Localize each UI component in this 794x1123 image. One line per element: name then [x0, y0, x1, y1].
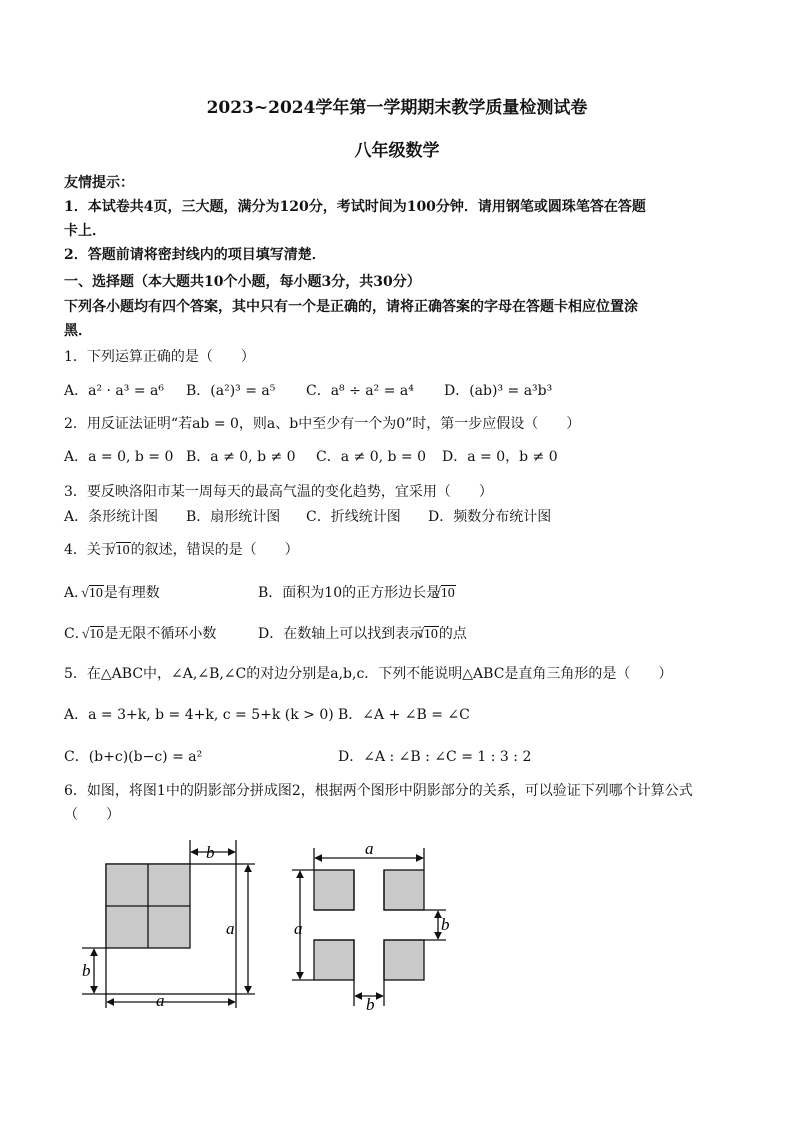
figure-2 [292, 848, 446, 1006]
q3-option-b: B．扇形统计图 [186, 509, 281, 525]
q1-stem: 1．下列运算正确的是（ ） [64, 349, 255, 365]
fig2-shaded-square-tl [314, 870, 354, 910]
q4-option-d-radical: √ 10 [424, 626, 439, 642]
q1-option-a: A．a² · a³ = a⁶ [64, 383, 164, 399]
q4-stem-post: 的叙述，错误的是（ ） [130, 542, 299, 558]
q5-option-c: C．(b+c)(b−c) = a² [64, 749, 203, 765]
q3-option-c: C．折线统计图 [306, 509, 401, 525]
notice-heading: 友情提示： [64, 175, 134, 191]
q4-option-d-post: 的点 [438, 626, 467, 642]
fig1-label-a-bottom: a [156, 991, 165, 1010]
notice-item-1: 1．本试卷共4页，三大题，满分为120分，考试时间为100分钟．请用钢笔或圆珠笔答在答题 [64, 199, 646, 215]
q1-option-d: D．(ab)³ = a³b³ [444, 383, 553, 399]
q1-option-c: C．a⁸ ÷ a² = a⁴ [306, 383, 414, 399]
q3-option-d: D．频数分布统计图 [428, 509, 552, 525]
fig2-shaded-square-br [384, 940, 424, 980]
q4-stem [64, 541, 299, 560]
q4-option-c-post: 是无限不循环小数 [104, 626, 217, 642]
q4-stem-pre: 4．关于 [64, 542, 115, 558]
fig1-label-b-top: b [206, 843, 215, 862]
q6-stem-cont: （ ） [64, 807, 120, 823]
section1-heading: 一、选择题（本大题共10个小题，每小题3分，共30分） [64, 274, 421, 290]
q4-option-c [64, 625, 216, 644]
q5-option-a: A．a = 3+k, b = 4+k, c = 5+k (k > 0) [64, 707, 334, 723]
fig2-label-a-top: a [365, 839, 374, 858]
fig2-shaded-square-tr [384, 870, 424, 910]
fig2-label-b-bottom: b [366, 995, 375, 1012]
q4-option-d-pre: D．在数轴上可以找到表示 [258, 626, 424, 642]
notice-item-2: 2．答题前请将密封线内的项目填写清楚． [64, 247, 326, 263]
q4-option-a-pre: A． [64, 585, 89, 601]
q3-stem: 3．要反映洛阳市某一周每天的最高气温的变化趋势，宜采用（ ） [64, 484, 493, 500]
q1-option-b: B．(a²)³ = a⁵ [186, 383, 276, 399]
q4-option-a-radical: √ 10 [89, 585, 104, 601]
q2-option-a: A．a = 0, b = 0 [64, 449, 174, 465]
q4-option-b-pre: B．面积为10的正方形边长是 [258, 585, 441, 601]
fig1-label-a-right: a [226, 919, 235, 938]
q2-option-c: C．a ≠ 0, b = 0 [316, 449, 426, 465]
q4-option-c-radical: √ 10 [90, 626, 105, 642]
q4-option-b-radical: √ 10 [441, 585, 456, 601]
q5-option-b: B．∠A + ∠B = ∠C [338, 707, 470, 723]
fig1-label-b-left: b [82, 961, 91, 980]
notice-item-1-cont: 卡上． [64, 223, 106, 239]
q5-option-d: D．∠A : ∠B : ∠C = 1 : 3 : 2 [338, 749, 532, 765]
fig2-shaded-square-bl [314, 940, 354, 980]
q5-stem: 5．在△ABC中，∠A,∠B,∠C的对边分别是a,b,c．下列不能说明△ABC是直角三角形的是（ ） [64, 666, 673, 682]
fig2-label-a-left: a [294, 919, 303, 938]
fig2-label-b-right: b [441, 915, 450, 934]
exam-title: 2023~2024学年第一学期期末教学质量检测试卷 [206, 98, 588, 118]
q2-option-b: B．a ≠ 0, b ≠ 0 [186, 449, 296, 465]
q4-option-a-post: 是有理数 [103, 585, 160, 601]
q2-option-d: D．a = 0，b ≠ 0 [442, 449, 558, 465]
q6-stem: 6．如图，将图1中的阴影部分拼成图2，根据两个图形中阴影部分的关系，可以验证下列哪个计算公式 [64, 783, 693, 799]
q4-option-b [258, 584, 456, 603]
q2-stem: 2．用反证法证明“若ab = 0，则a、b中至少有一个为0”时，第一步应假设（ ） [64, 416, 581, 432]
q4-option-a [64, 584, 160, 603]
section1-instruction-cont: 黑． [64, 323, 92, 339]
q6-figures [60, 832, 480, 1012]
section1-instruction: 下列各小题均有四个答案，其中只有一个是正确的，请将正确答案的字母在答题卡相应位置涂 [64, 299, 638, 315]
q4-stem-radical: √ 10 [116, 542, 131, 558]
q4-option-d [258, 625, 467, 644]
q3-option-a: A．条形统计图 [64, 509, 159, 525]
q4-option-c-pre: C． [64, 626, 89, 642]
exam-subtitle: 八年级数学 [354, 141, 440, 161]
